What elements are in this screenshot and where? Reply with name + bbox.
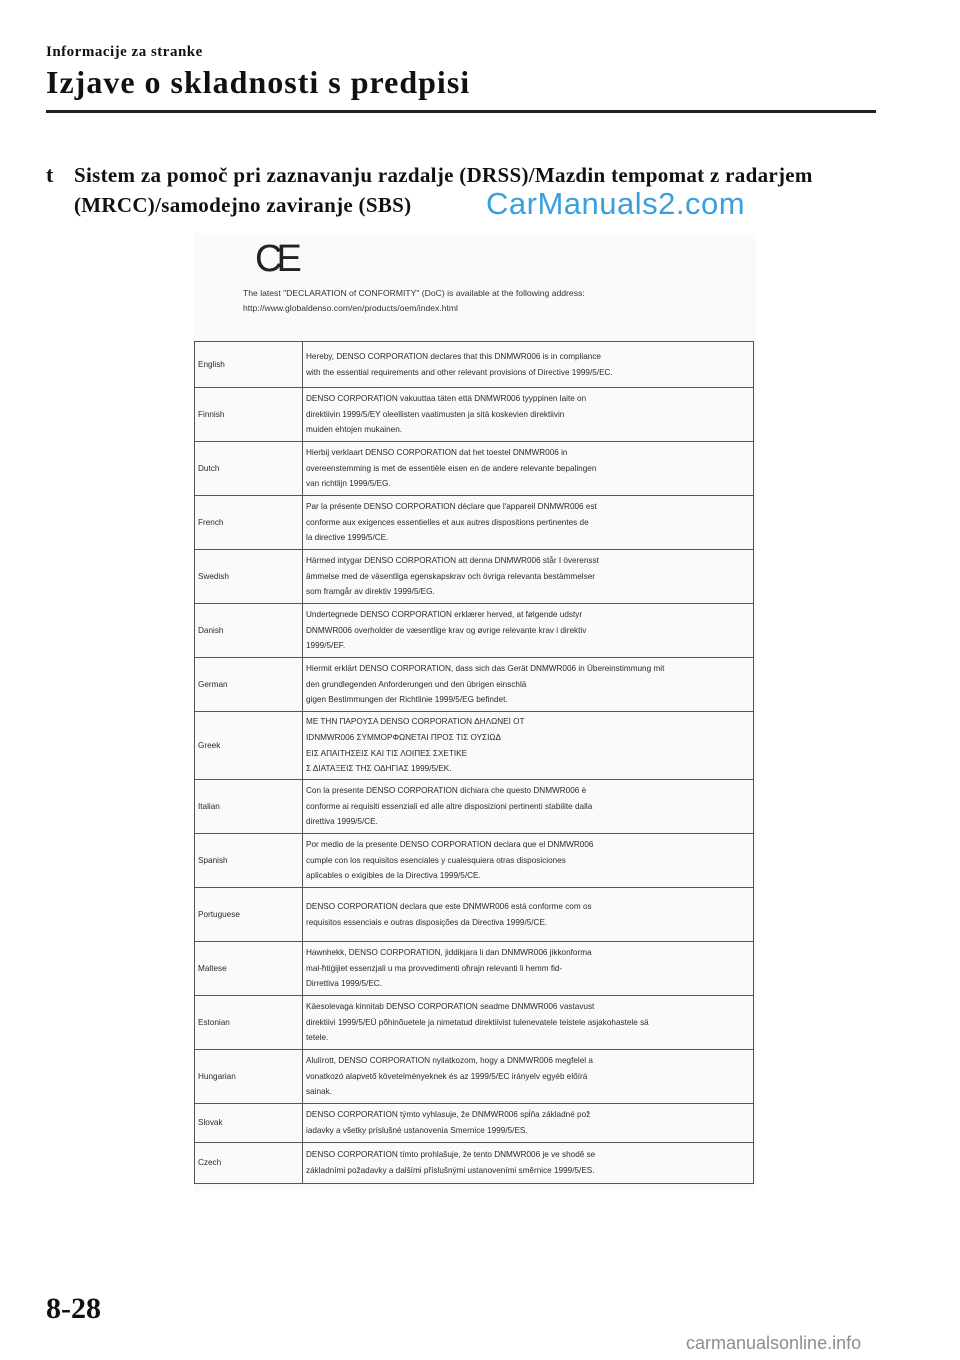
declaration-cell [303,658,754,712]
declaration-cell [303,550,754,604]
declaration-cell [303,996,754,1050]
table-row [195,1104,754,1143]
watermark-carmanuals2: CarManuals2.com [486,186,746,221]
declaration-cell [303,942,754,996]
table-row [195,342,754,388]
language-cell: Greek [195,712,303,780]
declaration-line: conforme ai requisiti essenziali ed alle altre disposizioni pertinenti stabilite dalla [306,801,593,811]
declaration-line: DENSO CORPORATION declara que este DNMWR006 está conforme com os [306,901,592,911]
declaration-cell [303,1104,754,1143]
declaration-table [194,341,754,1184]
declaration-line: mal-ħtiġijiet essenzjali u ma provvedimenti oħrajn relevanti li hemm fid- [306,963,563,973]
declaration-line: la directive 1999/5/CE. [306,533,389,543]
declaration-line: iadavky a všetky príslušné ustanovenia Smernice 1999/5/ES. [306,1126,528,1135]
declaration-cell [303,604,754,658]
declaration-table-body [195,342,754,1184]
table-row [195,388,754,442]
table-row [195,834,754,888]
page-number: 8-28 [46,1292,101,1325]
declaration-line: Undertegnede DENSO CORPORATION erklærer herved, at følgende udstyr [306,610,583,620]
language-cell: French [195,496,303,550]
declaration-availability-text: The latest "DECLARATION of CONFORMITY" (DoC) is available at the following address: [243,288,585,298]
language-cell: Finnish [195,388,303,442]
table-row [195,996,754,1050]
table-row [195,780,754,834]
declaration-line: cumple con los requisitos esenciales y cualesquiera otras disposiciones [306,855,566,865]
watermark-carmanualsonline: carmanualsonline.info [686,1333,862,1353]
declaration-line: Par la présente DENSO CORPORATION déclare que l'appareil DNMWR006 est [306,502,597,512]
declaration-line: Käesolevaga kinnitab DENSO CORPORATION seadme DNMWR006 vastavust [306,1002,595,1012]
declaration-line: som framgår av direktiv 1999/5/EG. [306,587,435,597]
language-cell: Estonian [195,996,303,1050]
declaration-line: Hiermit erklärt DENSO CORPORATION, dass sich das Gerät DNMWR006 in Übereinstimmung mit [306,664,665,674]
breadcrumb: Informacije za stranke [46,44,203,60]
declaration-line: requisitos essenciais e outras disposições da Directiva 1999/5/CE. [306,917,548,927]
language-cell: Czech [195,1143,303,1184]
declaration-line: overeenstemming is met de essentiële eisen en de andere relevante bepalingen [306,463,597,473]
table-row [195,550,754,604]
declaration-cell [303,888,754,942]
declaration-line: conforme aux exigences essentielles et aux autres dispositions pertinentes de [306,517,589,527]
declaration-line: with the essential requirements and other relevant provisions of Directive 1999/5/EC. [306,367,613,377]
language-cell: Maltese [195,942,303,996]
declaration-line: tetele. [306,1033,329,1043]
language-cell: Swedish [195,550,303,604]
declaration-line: Con la presente DENSO CORPORATION dichiara che questo DNMWR006 è [306,786,587,796]
declaration-line: základními požadavky a dalšími příslušnými ustanoveními směrnice 1999/5/ES. [306,1166,595,1175]
page-title: Izjave o skladnosti s predpisi [46,64,471,100]
declaration-line: den grundlegenden Anforderungen und den übrigen einschlä [306,679,527,689]
declaration-cell [303,780,754,834]
declaration-line: 1999/5/EF. [306,641,346,651]
table-row [195,496,754,550]
section-heading: Sistem za pomoč pri zaznavanju razdalje (DRSS)/Mazdin tempomat z radarjem (MRCC)/samodejno zaviranje (SBS) [74,163,813,217]
section-bullet: t [46,162,54,187]
declaration-line: direttiva 1999/5/CE. [306,817,378,827]
language-cell: Spanish [195,834,303,888]
declaration-line: DENSO CORPORATION tímto prohlašuje, že tento DNMWR006 je ve shodě se [306,1150,596,1160]
declaration-line: aplicables o exigibles de la Directiva 1999/5/CE. [306,871,481,881]
language-cell: Dutch [195,442,303,496]
declaration-line: Härmed intygar DENSO CORPORATION att denna DNMWR006 står I överensst [306,556,599,566]
declaration-line: ämmelse med de väsentliga egenskapskrav och övriga relevanta bestämmelser [306,571,595,581]
declaration-line: Σ ΔΙΑΤΑΞΕΙΣ ΤΗΣ ΟΔΗΓΙΑΣ 1999/5/ΕΚ. [306,764,452,774]
declaration-line: Hereby, DENSO CORPORATION declares that this DNMWR006 is in compliance [306,351,601,361]
declaration-cell [303,388,754,442]
declaration-cell [303,496,754,550]
declaration-line: vonatkozó alapvető követelményeknek és az 1999/5/EC irányelv egyéb előírá [306,1071,588,1081]
declaration-line: Hierbij verklaart DENSO CORPORATION dat het toestel DNMWR006 in [306,448,568,458]
title-divider [46,110,876,113]
declaration-cell [303,834,754,888]
ce-mark-logo: CE [255,238,296,280]
declaration-line: sainak. [306,1087,332,1097]
language-cell: Italian [195,780,303,834]
declaration-cell [303,1050,754,1104]
table-row [195,888,754,942]
declaration-cell [303,1143,754,1184]
language-cell: German [195,658,303,712]
declaration-line: IDNMWR006 ΣΥΜΜΟΡΦΩΝΕΤΑΙ ΠΡΟΣ ΤΙΣ ΟΥΣΙΩΔ [306,732,501,742]
declaration-line: direktiivin 1999/5/EY oleellisten vaatimusten ja sitä koskevien direktiivin [306,409,565,419]
table-row [195,442,754,496]
declaration-line: ΜΕ ΤΗΝ ΠΑΡΟΥΣΑ DENSO CORPORATION ΔΗΛΩΝΕΙ ΟΤ [306,717,525,727]
declaration-line: DENSO CORPORATION týmto vyhlasuje, že DNMWR006 spĺňa základné pož [306,1110,591,1120]
table-row [195,1050,754,1104]
declaration-line: DENSO CORPORATION vakuuttaa täten että DNMWR006 tyyppinen laite on [306,394,587,404]
declaration-line: Dirrettiva 1999/5/EC. [306,979,382,989]
declaration-cell [303,442,754,496]
scanned-declaration [193,233,756,1191]
declaration-line: Hawnhekk, DENSO CORPORATION, jiddikjara li dan DNMWR006 jikkonforma [306,948,592,958]
declaration-line: Por medio de la presente DENSO CORPORATION declara que el DNMWR006 [306,840,594,850]
declaration-line: direktiivi 1999/5/EÜ põhinõuetele ja nimetatud direktiivist tulenevatele teistele asjakohastele sä [306,1017,649,1027]
language-cell: Portuguese [195,888,303,942]
declaration-cell [303,342,754,388]
table-row [195,1143,754,1184]
declaration-line: DNMWR006 overholder de væsentlige krav og øvrige relevante krav i direktiv [306,625,587,635]
language-cell: Hungarian [195,1050,303,1104]
declaration-line: gigen Bestimmungen der Richtlinie 1999/5/EG befindet. [306,695,508,705]
table-row [195,604,754,658]
table-row [195,658,754,712]
table-row [195,712,754,780]
declaration-url: http://www.globaldenso.com/en/products/oem/index.html [243,303,458,313]
declaration-line: Alulírott, DENSO CORPORATION nyilatkozom, hogy a DNMWR006 megfelel a [306,1056,593,1066]
declaration-cell [303,712,754,780]
declaration-line: muiden ehtojen mukainen. [306,425,403,435]
declaration-line: ΕΙΣ ΑΠΑΙΤΗΣΕΙΣ ΚΑΙ ΤΙΣ ΛΟΙΠΕΣ ΣΧΕΤΙΚΕ [306,748,468,758]
language-cell: Slovak [195,1104,303,1143]
language-cell: Danish [195,604,303,658]
language-cell: English [195,342,303,388]
table-row [195,942,754,996]
declaration-line: van richtlijn 1999/5/EG. [306,479,391,489]
